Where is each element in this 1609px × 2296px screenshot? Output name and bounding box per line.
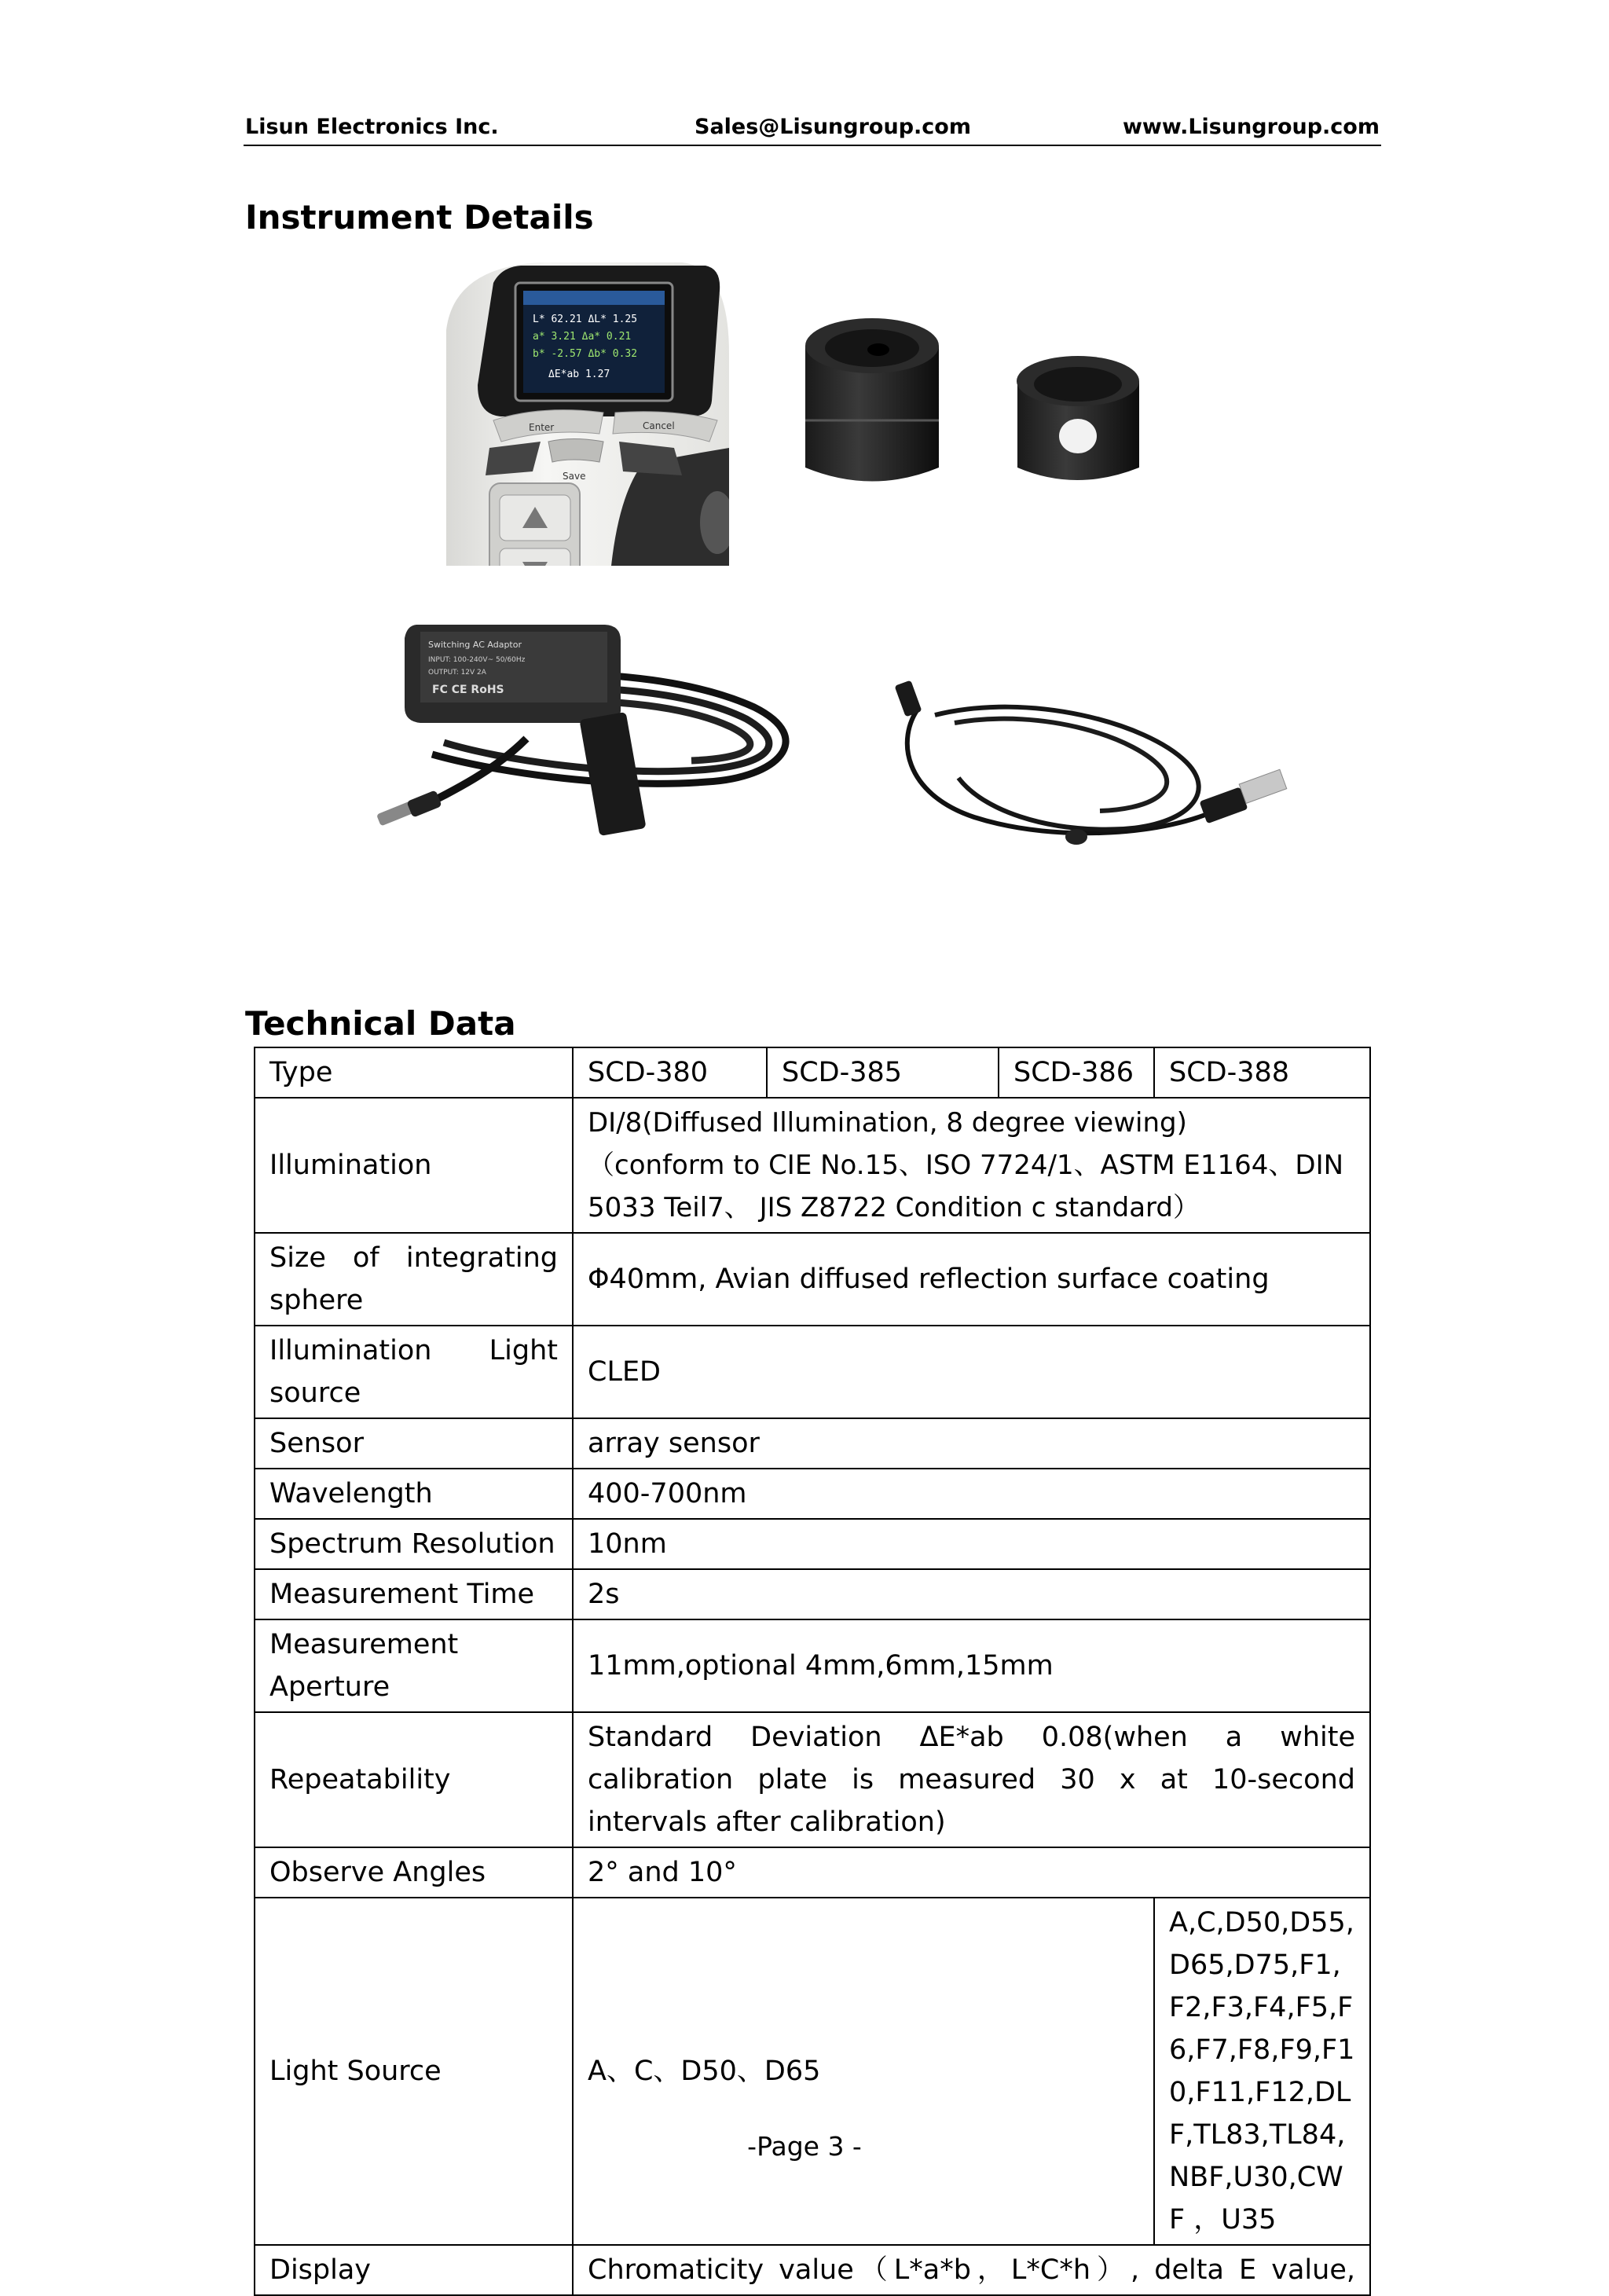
wavelength-value: 400-700nm: [573, 1469, 1370, 1519]
instrument-details-title: Instrument Details: [245, 198, 594, 237]
angles-value: 2° and 10°: [573, 1847, 1370, 1898]
save-button-label: Save: [563, 471, 586, 482]
light-source-basic: A、C、D50、D65: [573, 1898, 1154, 2245]
table-row: [255, 1898, 1370, 2245]
angles-label: Observe Angles: [255, 1847, 573, 1898]
table-row: [255, 1619, 1370, 1712]
sphere-label: Size of integrating sphere: [255, 1233, 573, 1326]
model-cell: SCD-386: [999, 1047, 1154, 1098]
illumination-line: 5033 Teil7、 JIS Z8722 Condition c standard）: [588, 1192, 1200, 1223]
calibration-caps-photo: [794, 310, 1163, 499]
table-row: [255, 1519, 1370, 1569]
illumination-line: （conform to CIE No.15、ISO 7724/1、ASTM E1164、DIN: [588, 1150, 1344, 1181]
table-row: [255, 1469, 1370, 1519]
table-row: [255, 1847, 1370, 1898]
aperture-label: Measurement Aperture: [255, 1619, 573, 1712]
header-website[interactable]: www.Lisungroup.com: [1122, 115, 1380, 139]
screen-line-2: a* 3.21 Δa* 0.21: [533, 331, 632, 343]
page-number: -Page 3 -: [747, 2131, 862, 2162]
adapter-label-title: Switching AC Adaptor: [428, 640, 522, 650]
time-value: 2s: [573, 1569, 1370, 1619]
table-row: [255, 1233, 1370, 1326]
ac-adapter-photo: [369, 621, 809, 880]
wavelength-label: Wavelength: [255, 1469, 573, 1519]
resolution-value: 10nm: [573, 1519, 1370, 1569]
adapter-label-line2: OUTPUT: 12V 2A: [428, 669, 486, 677]
type-label: Type: [255, 1047, 573, 1098]
table-row: [255, 1418, 1370, 1469]
model-cell: SCD-388: [1154, 1047, 1370, 1098]
table-row: [255, 1569, 1370, 1619]
light-source-full: A,C,D50,D55,D65,D75,F1,F2,F3,F4,F5,F6,F7,F8,F9,F10,F11,F12,DLF,TL83,TL84,NBF,U30,CWF ，U35: [1154, 1898, 1370, 2245]
usb-cable-photo: [888, 676, 1296, 856]
table-row: [255, 1712, 1370, 1847]
light-value: CLED: [573, 1326, 1370, 1418]
illumination-label: Illumination: [255, 1098, 573, 1233]
display-value: Chromaticity value（L*a*b，L*C*h）, delta E value,: [573, 2245, 1370, 2295]
screen-line-3: b* -2.57 Δb* 0.32: [533, 348, 638, 360]
light-source-label: Light Source: [255, 1898, 573, 2245]
repeatability-value: Standard Deviation ΔE*ab 0.08(when a white calibration plate is measured 30 x at 10-second intervals after calibration): [573, 1712, 1370, 1847]
header-company: Lisun Electronics Inc.: [245, 115, 499, 139]
colorimeter-photo: [446, 259, 729, 566]
light-label: Illumination Light source: [255, 1326, 573, 1418]
screen-line-1: L* 62.21 ΔL* 1.25: [533, 314, 638, 325]
repeatability-label: Repeatability: [255, 1712, 573, 1847]
cancel-button-label: Cancel: [643, 420, 675, 431]
technical-data-title: Technical Data: [245, 1004, 516, 1043]
sensor-label: Sensor: [255, 1418, 573, 1469]
sensor-value: array sensor: [573, 1418, 1370, 1469]
technical-data-table: [254, 1047, 1371, 2296]
table-row: [255, 1098, 1370, 1233]
adapter-label-line1: INPUT: 100-240V~ 50/60Hz: [428, 656, 526, 664]
enter-button-label: Enter: [529, 422, 555, 433]
resolution-label: Spectrum Resolution: [255, 1519, 573, 1569]
table-row: [255, 1047, 1370, 1098]
aperture-value: 11mm,optional 4mm,6mm,15mm: [573, 1619, 1370, 1712]
sphere-value: Φ40mm, Avian diffused reflection surface coating: [573, 1233, 1370, 1326]
table-row: [255, 1326, 1370, 1418]
illumination-value: [573, 1098, 1370, 1233]
adapter-marks: FC CE RoHS: [432, 684, 504, 696]
illumination-line: DI/8(Diffused Illumination, 8 degree viewing): [588, 1107, 1187, 1139]
model-cell: SCD-380: [573, 1047, 767, 1098]
table-row: [255, 2245, 1370, 2295]
time-label: Measurement Time: [255, 1569, 573, 1619]
display-label: Display: [255, 2245, 573, 2295]
page-header: [244, 113, 1381, 146]
model-cell: SCD-385: [767, 1047, 999, 1098]
screen-line-4: ΔE*ab 1.27: [548, 369, 610, 380]
header-email[interactable]: Sales@Lisungroup.com: [695, 115, 971, 139]
